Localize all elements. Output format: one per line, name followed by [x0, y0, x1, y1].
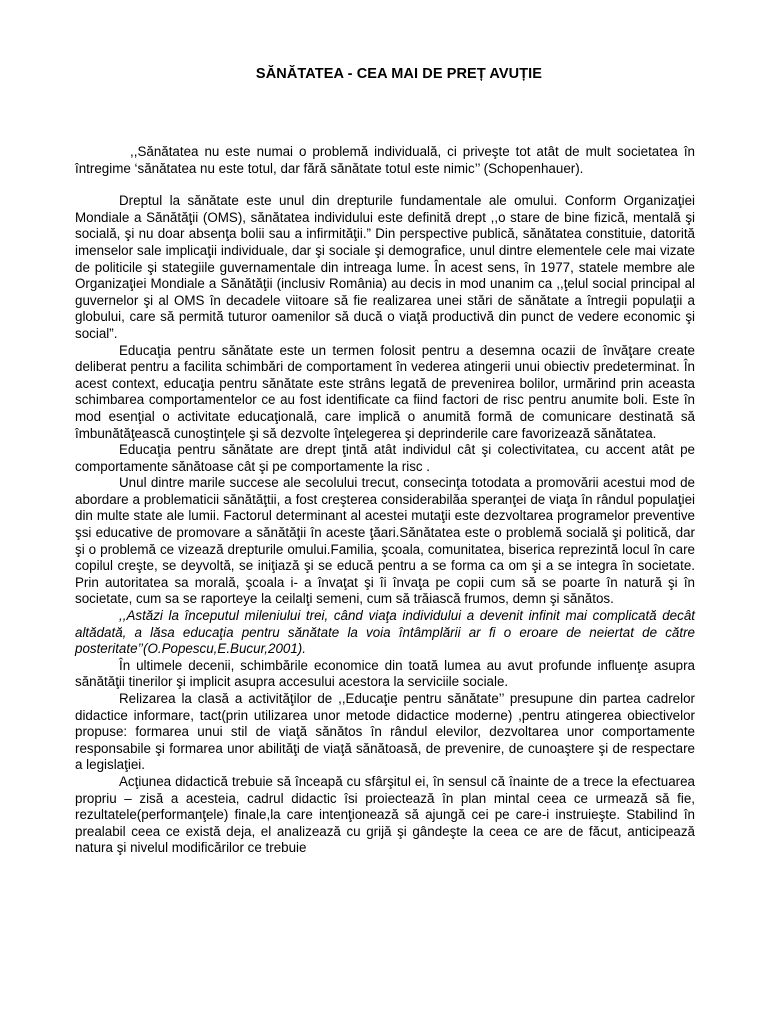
document-body: [75, 144, 695, 857]
opening-quote-paragraph: ,,Sănătatea nu este numai o problemă individuală, ci priveşte tot atât de mult societatea în întregime ‘sănătatea nu este totul, dar fără sănătate totul este nimic’’ (Schopenhauer).: [75, 144, 695, 176]
paragraph-century-successes: Unul dintre marile succese ale secolului trecut, consecinţa totodata a promovării acestui mod de abordare a problematicii sănătăţtii, a fost creşterea considerabilăa speranţei de viaţa în rândul populaţiei din multe state ale lumii. Factorul determinant al acestei mutaţii este dezvoltarea programelor preventive şsi educative de promovare a sănătăţii în aceste ţăari.Sănătatea este o problemă socială şi politică, dar şi o problemă ce vizează drepturile omului.Familia, şcoala, comunitatea, biserica reprezintă locul în care copilul creşte, se deyvoltă, se iniţiază şi se educă pentru a se forma ca om şi a se integra în societate. Prin autoritatea sa morală, şcoala i- a învaţat şi îi învaţa pe copii cum să se poarte în natură şi în societate, cum sa se raporteye la ceilalţi semeni, cum să trăiască frumos, demn şi sănătos.: [75, 475, 695, 607]
paragraph-didactic-action: Acţiunea didactică trebuie să înceapă cu sfârşitul ei, în sensul că înainte de a trece la efectuarea propriu – zisă a acesteia, cadrul didactic îsi proiectează în plan mintal ceea ce urmează să fie, rezultatele(performanţele) finale,la care intenţionează să ajungă cei pe care-i instruieşte. Stabilind în prealabil ceea ce există deja, el analizează cu grijă şi gândeşte la ceea ce are de făcut, anticipează natura şi nivelul modificărilor ce trebuie: [75, 773, 695, 856]
paragraph-popescu-quote: ,,Astăzi la începutul mileniului trei, când viaţa individului a devenit infinit mai complicată decât altădată, a lăsa educaţia pentru sănătate la voia întâmplării ar fi o eroare de neiertat de către posteritate’’(O.Popescu,E.Bucur,2001).: [75, 608, 695, 657]
paragraph-health-education-target: Educaţia pentru sănătate are drept ţintă atât individul cât şi colectivitatea, cu accent atât pe comportamente sănătoase cât şi pe comportamente la risc .: [75, 442, 695, 474]
paragraph-health-education-definition: Educaţia pentru sănătate este un termen folosit pentru a desemna ocazii de învăţare create deliberat pentru a facilita schimbări de comportament în vederea atingerii unui obiectiv predeterminat. În acest context, educaţia pentru sănătate este strâns legată de prevenirea bolilor, urmărind prin aceasta schimbarea comportamentelor ce au fost identificate ca fiind factori de risc pentru anumite boli. Este în mod esenţial o activitate educaţională, care implică o anumită formă de comunicare destinată să îmbunătăţească cunoştinţele şi să dezvolte înţelegerea şi deprinderile care favorizează sănătatea.: [75, 342, 695, 441]
paragraph-right-to-health: Dreptul la sănătate este unul din drepturile fundamentale ale omului. Conform Organizaţiei Mondiale a Sănătăţii (OMS), sănătatea individului este definită drept ,,o stare de bine fizică, mentală şi socială, şi nu doar absenţa bolii sau a infirmităţii.” Din perspective publică, sănătatea constituie, datorită imenselor sale implicaţii individuale, dar şi sociale şi demografice, unul dintre elementele cele mai vizate de politicile şi stategiile guvernamentale din intreaga lume. În acest sens, în 1977, statele membre ale Organizaţiei Mondiale a Sănătăţii (inclusiv România) au decis in mod unanim ca ,,ţelul social principal al guvernelor şi al OMS în decadele viitoare să fie realizarea unei stări de sănătate a întregii populaţii a globului, care să permită tuturor oamenilor să ducă o viaţă productivă din punct de vedere economic şi social”.: [75, 193, 695, 341]
paragraph-recent-decades: În ultimele decenii, schimbările economice din toată lumea au avut profunde influenţe asupra sănătăţii tinerilor şi implicit asupra accesului acestora la serviciile sociale.: [75, 657, 695, 690]
document-title: SĂNĂTATEA - CEA MAI DE PREȚ AVUȚIE: [255, 66, 543, 82]
paragraph-classroom-activities: Relizarea la clasă a activităţilor de ,,Educaţie pentru sănătate’’ presupune din partea cadrelor didactice informare, tact(prin utilizarea unor metode didactice moderne) ,pentru atingerea obiectivelor propuse: formarea unui stil de viaţă sănătos în rândul elevilor, dezvoltarea unor comportamente responsabile şi formarea unor abilităţi de viaţă sănătoasă, de prevenire, de cunoaştere şi de respectare a legislaţiei.: [75, 691, 695, 773]
